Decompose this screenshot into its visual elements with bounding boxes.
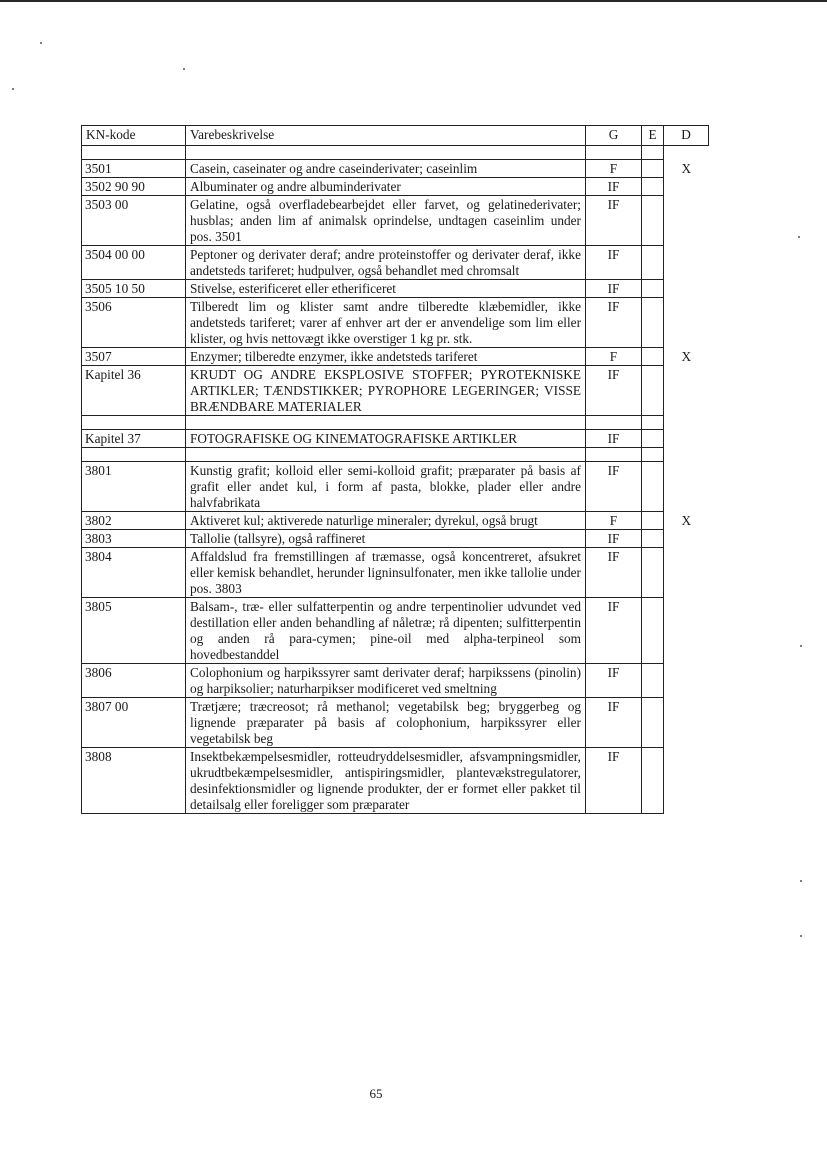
g-cell: IF xyxy=(586,298,642,348)
table-row xyxy=(82,664,709,698)
table-row xyxy=(82,196,709,246)
g-cell: IF xyxy=(586,598,642,664)
g-cell: F xyxy=(586,160,642,178)
kn-code-cell: Kapitel 37 xyxy=(82,430,186,448)
g-cell: IF xyxy=(586,178,642,196)
g-cell: IF xyxy=(586,430,642,448)
e-cell xyxy=(642,298,664,348)
description-cell: Balsam-, træ- eller sulfatterpentin og andre terpentinolier udvundet ved destillation eller anden behandling af nåletræ; rå dipenten; sulfitterpentin og anden rå para-cymen; pine-oil med alpha-terpineol som hovedbestanddel xyxy=(186,598,586,664)
table-row xyxy=(82,430,709,448)
d-cell xyxy=(664,366,709,416)
kn-code-cell: 3503 00 xyxy=(82,196,186,246)
table-row xyxy=(82,280,709,298)
description-cell: Insektbekæmpelsesmidler, rotteudryddelsesmidler, afsvampningsmidler, ukrudtbekæmpelsesmidler, antispiringsmidler, plantevækstregulatorer, desinfektionsmidler og lignende produkter, der er formet eller pakket til detailsalg eller foreligger som præparater xyxy=(186,748,586,814)
g-cell: IF xyxy=(586,748,642,814)
d-cell xyxy=(664,462,709,512)
description-cell: Colophonium og harpikssyrer samt derivater deraf; harpikssens (pinolin) og harpiksolier; naturharpikser modificeret ved smeltning xyxy=(186,664,586,698)
header-spacer-row xyxy=(82,146,709,160)
e-cell xyxy=(642,664,664,698)
d-cell xyxy=(664,748,709,814)
table-row xyxy=(82,512,709,530)
description-cell: Gelatine, også overfladebearbejdet eller farvet, og gelatinederivater; husblas; anden lim af animalsk oprindelse, undtagen caseinlim under pos. 3501 xyxy=(186,196,586,246)
d-cell xyxy=(664,196,709,246)
g-cell: F xyxy=(586,512,642,530)
e-cell xyxy=(642,462,664,512)
kn-code-cell: 3802 xyxy=(82,512,186,530)
e-cell xyxy=(642,598,664,664)
page-top-border xyxy=(0,0,827,2)
description-cell: Kunstig grafit; kolloid eller semi-kolloid grafit; præparater på basis af grafit eller andet kul, i form af pasta, blokke, plader eller andre halvfabrikata xyxy=(186,462,586,512)
kn-code-cell: 3504 00 00 xyxy=(82,246,186,280)
description-cell: FOTOGRAFISKE OG KINEMATOGRAFISKE ARTIKLER xyxy=(186,430,586,448)
kn-code-cell: 3808 xyxy=(82,748,186,814)
table-row xyxy=(82,462,709,512)
d-cell xyxy=(664,664,709,698)
e-cell xyxy=(642,348,664,366)
g-cell: IF xyxy=(586,462,642,512)
g-cell: IF xyxy=(586,664,642,698)
table-row xyxy=(82,530,709,548)
e-cell xyxy=(642,366,664,416)
header-d: D xyxy=(664,126,709,146)
table-row xyxy=(82,698,709,748)
table-row xyxy=(82,366,709,416)
d-cell xyxy=(664,280,709,298)
scan-speck xyxy=(800,935,802,937)
e-cell xyxy=(642,196,664,246)
scan-speck xyxy=(183,68,185,70)
g-cell: IF xyxy=(586,698,642,748)
kn-code-cell: 3803 xyxy=(82,530,186,548)
description-cell: Enzymer; tilberedte enzymer, ikke andetsteds tariferet xyxy=(186,348,586,366)
description-cell: Tallolie (tallsyre), også raffineret xyxy=(186,530,586,548)
g-cell: IF xyxy=(586,530,642,548)
table-row xyxy=(82,548,709,598)
scan-speck xyxy=(800,645,802,647)
scan-speck xyxy=(800,880,802,882)
table-row xyxy=(82,748,709,814)
g-cell: IF xyxy=(586,280,642,298)
kn-code-cell: 3805 xyxy=(82,598,186,664)
g-cell: IF xyxy=(586,366,642,416)
scan-speck xyxy=(12,88,14,90)
table-row xyxy=(82,160,709,178)
d-cell xyxy=(664,246,709,280)
table-row xyxy=(82,178,709,196)
page-number: 65 xyxy=(369,1086,383,1101)
kn-code-cell: 3502 90 90 xyxy=(82,178,186,196)
e-cell xyxy=(642,512,664,530)
table-row xyxy=(82,246,709,280)
e-cell xyxy=(642,280,664,298)
description-cell: Albuminater og andre albuminderivater xyxy=(186,178,586,196)
e-cell xyxy=(642,430,664,448)
table-row xyxy=(82,348,709,366)
kn-code-cell: 3806 xyxy=(82,664,186,698)
e-cell xyxy=(642,530,664,548)
tariff-table xyxy=(81,125,709,814)
table-row xyxy=(82,598,709,664)
kn-code-cell: 3507 xyxy=(82,348,186,366)
kn-code-cell: 3804 xyxy=(82,548,186,598)
table-header-row xyxy=(82,126,709,146)
d-cell xyxy=(664,530,709,548)
d-cell: X xyxy=(664,512,709,530)
d-cell xyxy=(664,548,709,598)
e-cell xyxy=(642,698,664,748)
kn-code-cell: 3801 xyxy=(82,462,186,512)
d-cell: X xyxy=(664,160,709,178)
kn-code-cell: Kapitel 36 xyxy=(82,366,186,416)
description-cell: Aktiveret kul; aktiverede naturlige mineraler; dyrekul, også brugt xyxy=(186,512,586,530)
header-e: E xyxy=(642,126,664,146)
e-cell xyxy=(642,748,664,814)
description-cell: Stivelse, esterificeret eller etherificeret xyxy=(186,280,586,298)
scan-speck xyxy=(40,42,42,44)
description-cell: Peptoner og derivater deraf; andre proteinstoffer og derivater deraf, ikke andetsteds tariferet; hudpulver, også behandlet med chromsalt xyxy=(186,246,586,280)
d-cell xyxy=(664,430,709,448)
description-cell: Affaldslud fra fremstillingen af træmasse, også koncentreret, afsukret eller kemisk behandlet, herunder ligninsulfonater, men ikke tallolie under pos. 3803 xyxy=(186,548,586,598)
kn-code-cell: 3501 xyxy=(82,160,186,178)
kn-code-cell: 3807 00 xyxy=(82,698,186,748)
scan-speck xyxy=(798,236,800,238)
e-cell xyxy=(642,548,664,598)
d-cell xyxy=(664,178,709,196)
description-cell: Tilberedt lim og klister samt andre tilberedte klæbemidler, ikke andetsteds tariferet; varer af enhver art der er anvendelige som lim eller klister, og hvis nettovægt ikke overstiger 1 kg pr. stk. xyxy=(186,298,586,348)
g-cell: IF xyxy=(586,196,642,246)
g-cell: F xyxy=(586,348,642,366)
header-description: Varebeskrivelse xyxy=(186,126,586,146)
description-cell: KRUDT OG ANDRE EKSPLOSIVE STOFFER; PYROTEKNISKE ARTIKLER; TÆNDSTIKKER; PYROPHORE LEGERINGER; VISSE BRÆNDBARE MATERIALER xyxy=(186,366,586,416)
e-cell xyxy=(642,178,664,196)
kn-code-cell: 3505 10 50 xyxy=(82,280,186,298)
header-g: G xyxy=(586,126,642,146)
e-cell xyxy=(642,160,664,178)
header-kn-code: KN-kode xyxy=(82,126,186,146)
e-cell xyxy=(642,246,664,280)
chapter-spacer-row xyxy=(82,416,709,430)
g-cell: IF xyxy=(586,246,642,280)
description-cell: Trætjære; træcreosot; rå methanol; vegetabilsk beg; bryggerbeg og lignende præparater på basis af colophonium, harpikssyrer eller vegetabilsk beg xyxy=(186,698,586,748)
description-cell: Casein, caseinater og andre caseinderivater; caseinlim xyxy=(186,160,586,178)
d-cell xyxy=(664,298,709,348)
d-cell: X xyxy=(664,348,709,366)
g-cell: IF xyxy=(586,548,642,598)
d-cell xyxy=(664,698,709,748)
table-row xyxy=(82,298,709,348)
kn-code-cell: 3506 xyxy=(82,298,186,348)
d-cell xyxy=(664,598,709,664)
chapter-spacer-row xyxy=(82,448,709,462)
